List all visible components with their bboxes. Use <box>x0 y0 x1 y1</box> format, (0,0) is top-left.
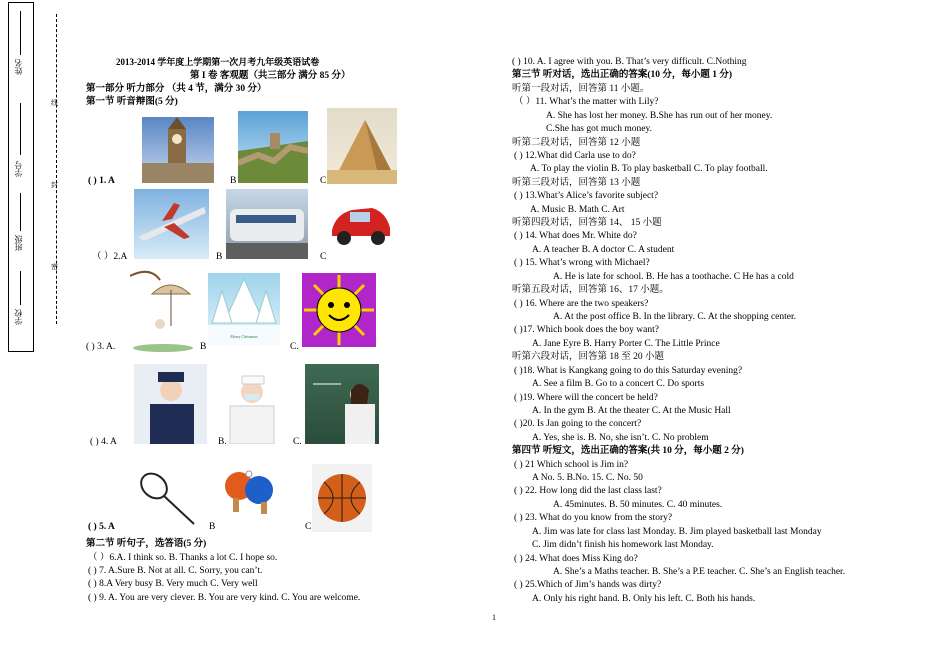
part1-heading: 第一部分 听力部分 （共 4 节，满分 30 分） <box>86 84 267 94</box>
seal-word-mi: 密 <box>51 263 58 271</box>
right-line: 听第四段对话，回答第 14、 15 小题 <box>512 218 662 229</box>
q2-label: （ ）2.A <box>92 252 128 262</box>
q1-label: ( ) 1. A <box>88 176 115 186</box>
q1-b: B <box>230 176 237 186</box>
right-line: A No. 5. B.No. 15. C. No. 50 <box>532 473 643 484</box>
merry-christmas-caption: Merry Christmas <box>230 334 258 339</box>
nurse-icon <box>216 362 286 444</box>
right-line: ( ) 23. What do you know from the story? <box>514 513 673 524</box>
right-line: 听第二段对话，回答第 12 小题 <box>512 137 641 148</box>
binding-sidebar <box>8 2 34 352</box>
name-blank <box>20 11 21 55</box>
right-line: A. She’s a Maths teacher. B. She’s a P.E teacher. C. She’s an English teacher. <box>553 566 846 577</box>
seal-word-feng: 封 <box>51 181 58 189</box>
right-line: ( ) 24. What does Miss King do? <box>514 553 638 564</box>
right-line: A. At the post office B. In the library. C. At the shopping center. <box>553 311 797 322</box>
q5-c: C <box>305 522 312 532</box>
q5-label: ( ) 5. A <box>88 522 115 532</box>
class-label: 班级 <box>14 235 23 251</box>
q4-label: ( ) 4. A <box>90 437 117 447</box>
ping-pong-paddle-icon <box>219 466 281 516</box>
name-label: 姓名 <box>14 59 23 75</box>
smiling-sun-icon <box>302 273 376 347</box>
airplane-image <box>134 189 209 259</box>
right-line: A. She has lost her money. B.She has run out of her money. <box>546 110 773 121</box>
big-ben-image <box>142 117 214 183</box>
right-line: ( ) 25.Which of Jim’s hands was dirty? <box>514 580 662 591</box>
car-icon <box>328 196 394 248</box>
right-line: ( ) 15. What’s wrong with Michael? <box>514 258 650 269</box>
q9-line: ( ) 9. A. You are very clever. B. You are very kind. C. You are welcome. <box>88 593 361 603</box>
right-line: A. Jim was late for class last Monday. B. Jim played basketball last Monday <box>532 526 822 537</box>
right-line: ( ) 13.What’s Alice’s favorite subject? <box>514 191 659 202</box>
pyramid-icon <box>327 108 397 184</box>
ping-pong-image <box>219 466 281 516</box>
nurse-image <box>216 362 286 444</box>
right-line: C.She has got much money. <box>546 124 652 135</box>
school-label: 学校 <box>14 309 23 325</box>
right-line: ( ) 22. How long did the last class last? <box>514 486 662 497</box>
right-line: ( )18. What is Kangkang going to do this Saturday evening? <box>514 365 743 376</box>
train-image <box>226 189 308 259</box>
basketball-icon <box>312 464 372 532</box>
q5-b: B <box>209 522 216 532</box>
right-line: 第四节 听短文，选出正确的答案(共 10 分，每小题 2 分) <box>512 446 744 457</box>
teacher-icon <box>305 364 379 444</box>
q3-c: C. <box>290 342 299 352</box>
q6-line: （ ）6.A. I think so. B. Thanks a lot C. I hope so. <box>88 553 278 563</box>
volume-heading: 第 I 卷 客观题（共三部分 满分 85 分） <box>190 71 351 81</box>
right-line: A. Music B. Math C. Art <box>530 204 625 215</box>
right-line: 听第三段对话，回答第 13 小题 <box>512 177 641 188</box>
q3-label: ( ) 3. A. <box>86 342 116 352</box>
train-icon <box>226 189 308 259</box>
right-line: ( )20. Is Jan going to the concert? <box>514 419 642 430</box>
right-line: A. To play the violin B. To play basketball C. To play football. <box>530 164 768 175</box>
right-line: ( ) 12.What did Carla use to do? <box>514 150 636 161</box>
right-line: A. Only his right hand. B. Only his left. C. Both his hands. <box>532 593 756 604</box>
right-line: A. Yes, she is. B. No, she isn’t. C. No problem <box>532 432 709 443</box>
q1-c: C <box>320 176 327 186</box>
number-blank <box>20 103 21 155</box>
great-wall-icon <box>238 111 308 183</box>
q2-b: B <box>216 252 223 262</box>
car-image <box>328 196 394 248</box>
right-line: ( ) 14. What does Mr. White do? <box>514 231 637 242</box>
basketball-image <box>312 464 372 532</box>
right-line: A. Jane Eyre B. Harry Porter C. The Little Prince <box>532 338 720 349</box>
umbrella-autumn-image <box>130 266 196 352</box>
q2-c: C <box>320 252 327 262</box>
right-line: A. In the gym B. At the theater C. At the Music Hall <box>532 405 731 416</box>
right-line: A. See a film B. Go to a concert C. Do sports <box>532 379 705 390</box>
right-line: C. Jim didn’t finish his homework last Monday. <box>532 540 714 551</box>
sun-image <box>302 273 376 347</box>
umbrella-icon <box>130 266 196 352</box>
right-line: ( ) 16. Where are the two speakers? <box>514 298 649 309</box>
police-officer-image <box>134 364 207 444</box>
right-line: ( ) 21 Which school is Jim in? <box>514 459 629 470</box>
exam-title: 2013-2014 学年度上学期第一次月考九年级英语试卷 <box>116 57 320 67</box>
q4-c: C. <box>293 437 302 447</box>
q7-line: ( ) 7. A.Sure B. Not at all. C. Sorry, you can’t. <box>88 566 263 576</box>
right-line: 第三节 听对话，选出正确的答案(10 分，每小题 1 分) <box>512 70 733 81</box>
right-line: （ ）11. What’s the matter with Lily? <box>514 97 659 108</box>
q3-b: B <box>200 342 207 352</box>
seal-line <box>56 14 57 324</box>
right-line: ( )19. Where will the concert be held? <box>514 392 658 403</box>
q8-line: ( ) 8.A Very busy B. Very much C. Very well <box>88 579 258 589</box>
q4-b: B. <box>218 437 227 447</box>
right-line: 听第六段对话，回答第 18 至 20 小题 <box>512 352 665 363</box>
right-line: A. A teacher B. A doctor C. A student <box>532 244 675 255</box>
badminton-racket-image <box>136 468 198 528</box>
page-number: 1 <box>492 613 496 622</box>
big-ben-icon <box>142 117 214 183</box>
great-wall-image <box>238 111 308 183</box>
sec2-heading: 第二节 听句子，选答语(5 分) <box>86 539 207 549</box>
badminton-racket-icon <box>136 468 198 528</box>
teacher-image <box>305 364 379 444</box>
right-line: ( )17. Which book does the boy want? <box>514 325 659 336</box>
right-line: A. 45minutes. B. 50 minutes. C. 40 minutes. <box>553 499 723 510</box>
student-number-label: 学号 <box>14 161 23 177</box>
right-line: 听第五段对话，回答第 16、17 小题。 <box>512 285 669 296</box>
class-blank <box>20 193 21 231</box>
police-officer-icon <box>134 364 207 444</box>
airplane-icon <box>134 189 209 259</box>
right-line: A. He is late for school. B. He has a toothache. C He has a cold <box>553 271 794 282</box>
school-blank <box>20 271 21 305</box>
pyramid-image <box>327 108 397 184</box>
right-line: 听第一段对话，回答第 11 小题。 <box>512 83 650 94</box>
right-line: ( ) 10. A. I agree with you. B. That’s very difficult. C.Nothing <box>512 57 747 67</box>
sec1-heading: 第一节 听音辩图(5 分) <box>86 97 178 107</box>
christmas-image <box>208 273 280 345</box>
seal-word-xian: 线 <box>51 99 58 107</box>
